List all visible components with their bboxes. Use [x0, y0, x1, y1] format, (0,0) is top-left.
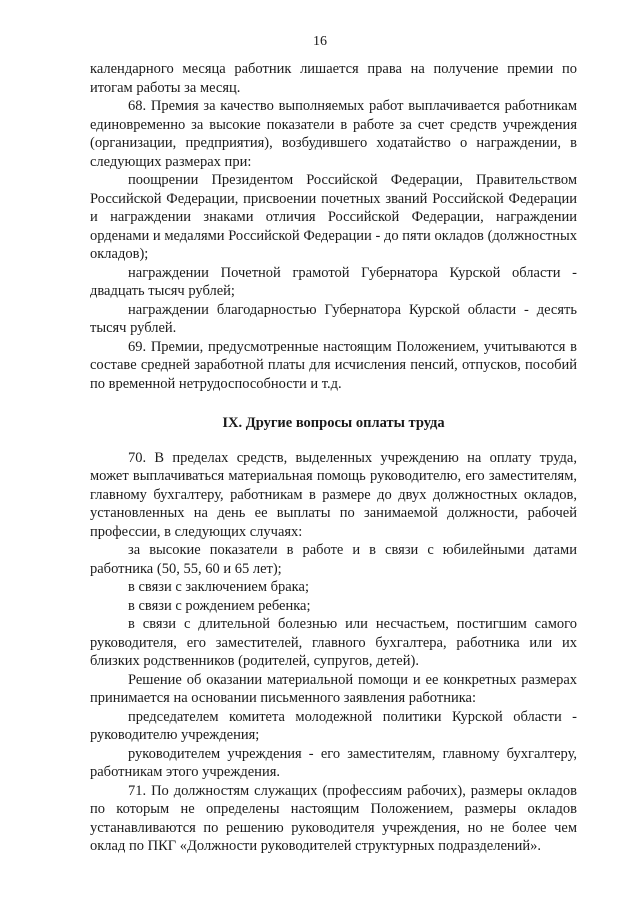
page-number: 16: [313, 34, 327, 49]
paragraph-68: 68. Премия за качество выполняемых работ выплачивается работникам единовременно за высокие показатели в работе за счет средств учреждения (организации, предприятия), возбудившего ходатайство о награждении, в следующих размерах при:: [90, 98, 577, 170]
list-item: за высокие показатели в работе и в связи с юбилейными датами работника (50, 55, 60 и 65 лет);: [90, 542, 577, 577]
paragraph-70: 70. В пределах средств, выделенных учреждению на оплату труда, может выплачиваться материальная помощь руководителю, его заместителям, главному бухгалтеру, работникам в размере до двух должностных окладов, установленных на день ее выплаты по занимаемой должности, рабочей профессии, в следующих случаях:: [90, 449, 577, 540]
list-item: поощрении Президентом Российской Федерации, Правительством Российской Федерации, присвоении почетных званий Российской Федерации и награждении знаками отличия Российской Федерации, награждении орденами и медалями Российской Федерации - до пяти окладов (должностных окладов);: [90, 172, 577, 262]
document-body: [90, 60, 577, 856]
list-item: награждении Почетной грамотой Губернатора Курской области - двадцать тысяч рублей;: [90, 264, 577, 299]
paragraph: Решение об оказании материальной помощи и ее конкретных размерах принимается на основании письменного заявления работника:: [90, 671, 577, 706]
list-item: в связи с заключением брака;: [128, 579, 309, 595]
paragraph: календарного месяца работник лишается права на получение премии по итогам работы за месяц.: [90, 61, 577, 96]
list-item: в связи с рождением ребенка;: [128, 597, 311, 614]
list-item: в связи с длительной болезнью или несчастьем, постигшим самого руководителя, его заместителей, главного бухгалтера, работника или их близких родственников (родителей, супругов, детей).: [90, 616, 577, 669]
paragraph-71: 71. По должностям служащих (профессиям рабочих), размеры окладов по которым не определены настоящим Положением, размеры окладов устанавливаются по решению руководителя учреждения, но не более чем оклад по ПКГ «Должности руководителей структурных подразделений».: [90, 782, 577, 854]
list-item: награждении благодарностью Губернатора Курской области - десять тысяч рублей.: [90, 301, 577, 336]
paragraph-69: 69. Премии, предусмотренные настоящим Положением, учитываются в составе средней заработной платы для исчисления пенсий, отпусков, пособий по временной нетрудоспособности и т.д.: [90, 338, 577, 392]
section-heading: IX. Другие вопросы оплаты труда: [222, 415, 445, 431]
list-item: руководителем учреждения - его заместителям, главному бухгалтеру, работникам этого учреждения.: [90, 745, 577, 780]
list-item: председателем комитета молодежной политики Курской области - руководителю учреждения;: [90, 708, 577, 743]
